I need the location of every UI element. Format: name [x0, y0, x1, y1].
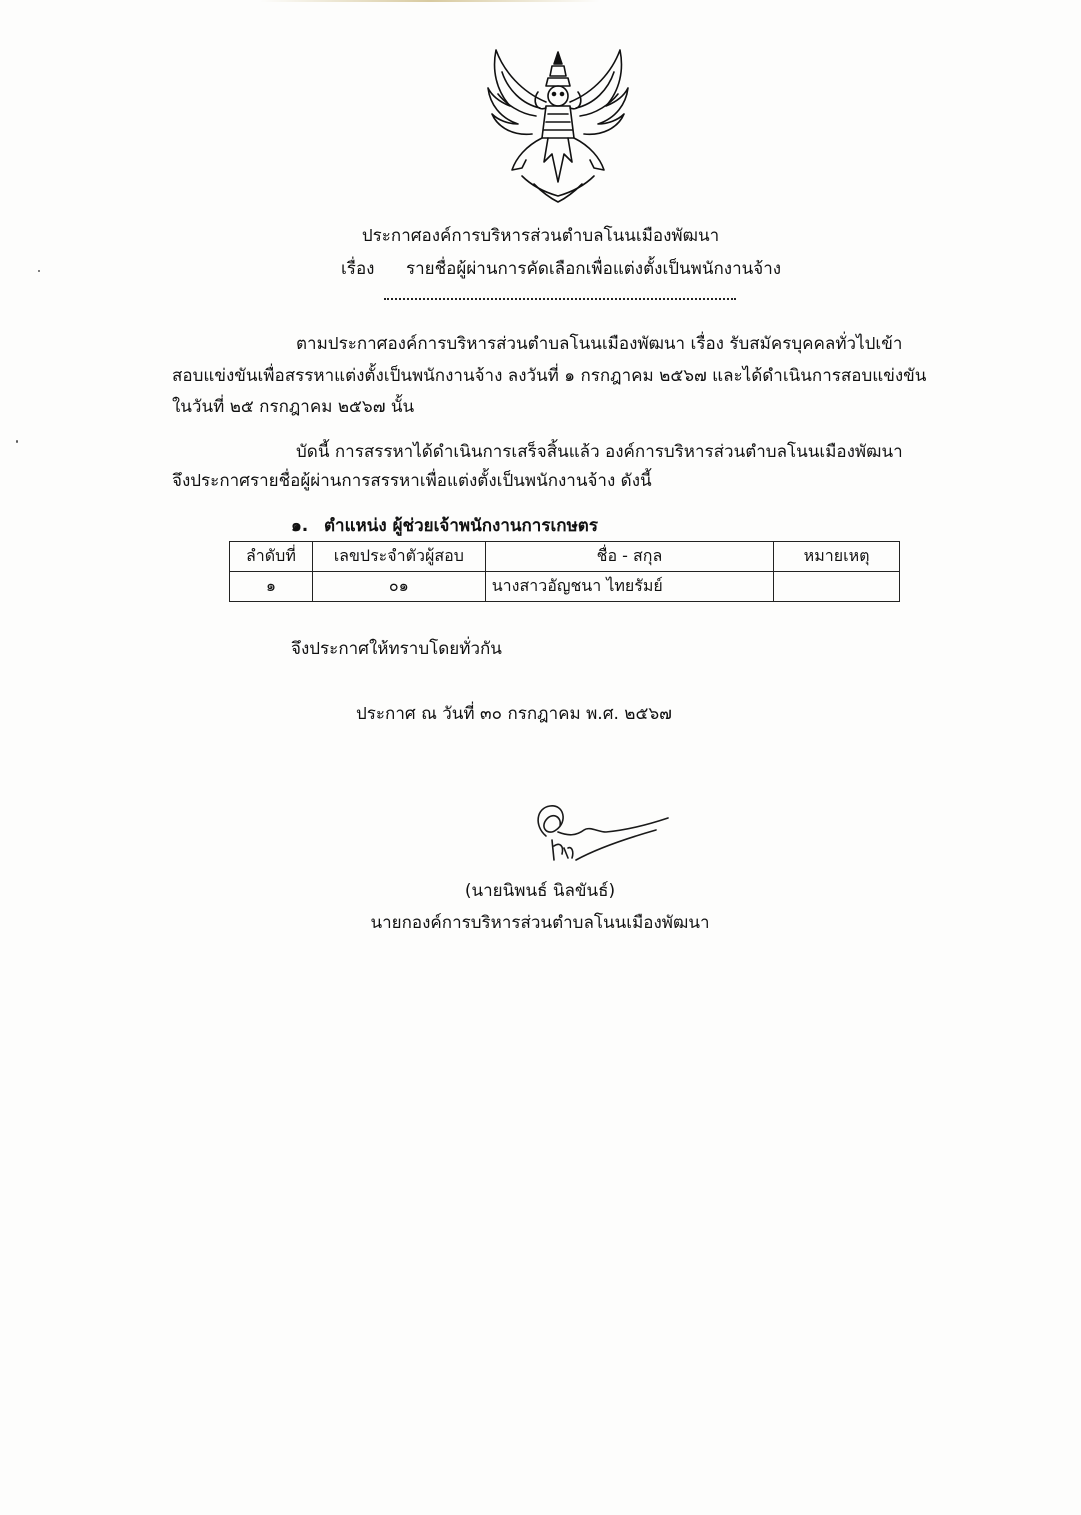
- garuda-emblem-icon: [482, 42, 634, 204]
- subject-label: เรื่อง: [341, 259, 375, 279]
- paragraph-2-line-1: บัดนี้ การสรรหาได้ดำเนินการเสร็จสิ้นแล้ว องค์การบริหารส่วนตำบลโนนเมืองพัฒนา: [296, 442, 903, 462]
- position-number: ๑.: [291, 516, 309, 536]
- signatory-title: นายกองค์การบริหารส่วนตำบลโนนเมืองพัฒนา: [370, 913, 710, 933]
- header-exam-id: เลขประจำตัวผู้สอบ: [312, 542, 485, 572]
- result-table: [229, 541, 900, 602]
- table-row: [230, 572, 900, 602]
- paragraph-1-line-1: ตามประกาศองค์การบริหารส่วนตำบลโนนเมืองพัฒนา เรื่อง รับสมัครบุคคลทั่วไปเข้า: [296, 334, 903, 354]
- closing-announce: จึงประกาศให้ทราบโดยทั่วกัน: [291, 639, 502, 659]
- announcement-title: ประกาศองค์การบริหารส่วนตำบลโนนเมืองพัฒนา: [361, 226, 720, 246]
- header-order: ลำดับที่: [230, 542, 313, 572]
- position-label: ตำแหน่ง ผู้ช่วยเจ้าพนักงานการเกษตร: [324, 516, 598, 536]
- cell-order: ๑: [230, 572, 313, 602]
- closing-date: ประกาศ ณ วันที่ ๓๐ กรกฎาคม พ.ศ. ๒๕๖๗: [356, 704, 672, 724]
- dotted-divider: [384, 298, 736, 300]
- table-header-row: [230, 542, 900, 572]
- cell-name: นางสาวอัญชนา ไทยรัมย์: [485, 572, 773, 602]
- cell-exam-id: ๐๑: [312, 572, 485, 602]
- paragraph-1-line-3: ในวันที่ ๒๕ กรกฎาคม ๒๕๖๗ นั้น: [172, 397, 415, 417]
- header-name: ชื่อ - สกุล: [485, 542, 773, 572]
- header-note: หมายเหตุ: [774, 542, 900, 572]
- scan-speck: [16, 440, 18, 443]
- signature-image: [528, 796, 678, 870]
- scan-speck: [38, 270, 40, 272]
- signatory-name: (นายนิพนธ์ นิลขันธ์): [464, 881, 616, 901]
- paragraph-1-line-2: สอบแข่งขันเพื่อสรรหาแต่งตั้งเป็นพนักงานจ้าง ลงวันที่ ๑ กรกฎาคม ๒๕๖๗ และได้ดำเนินการสอบแข่งขัน: [172, 366, 927, 386]
- paper-edge: [260, 0, 600, 2]
- cell-note: [774, 572, 900, 602]
- paragraph-2-line-2: จึงประกาศรายชื่อผู้ผ่านการสรรหาเพื่อแต่งตั้งเป็นพนักงานจ้าง ดังนี้: [172, 471, 652, 491]
- subject-text: รายชื่อผู้ผ่านการคัดเลือกเพื่อแต่งตั้งเป็นพนักงานจ้าง: [406, 259, 782, 279]
